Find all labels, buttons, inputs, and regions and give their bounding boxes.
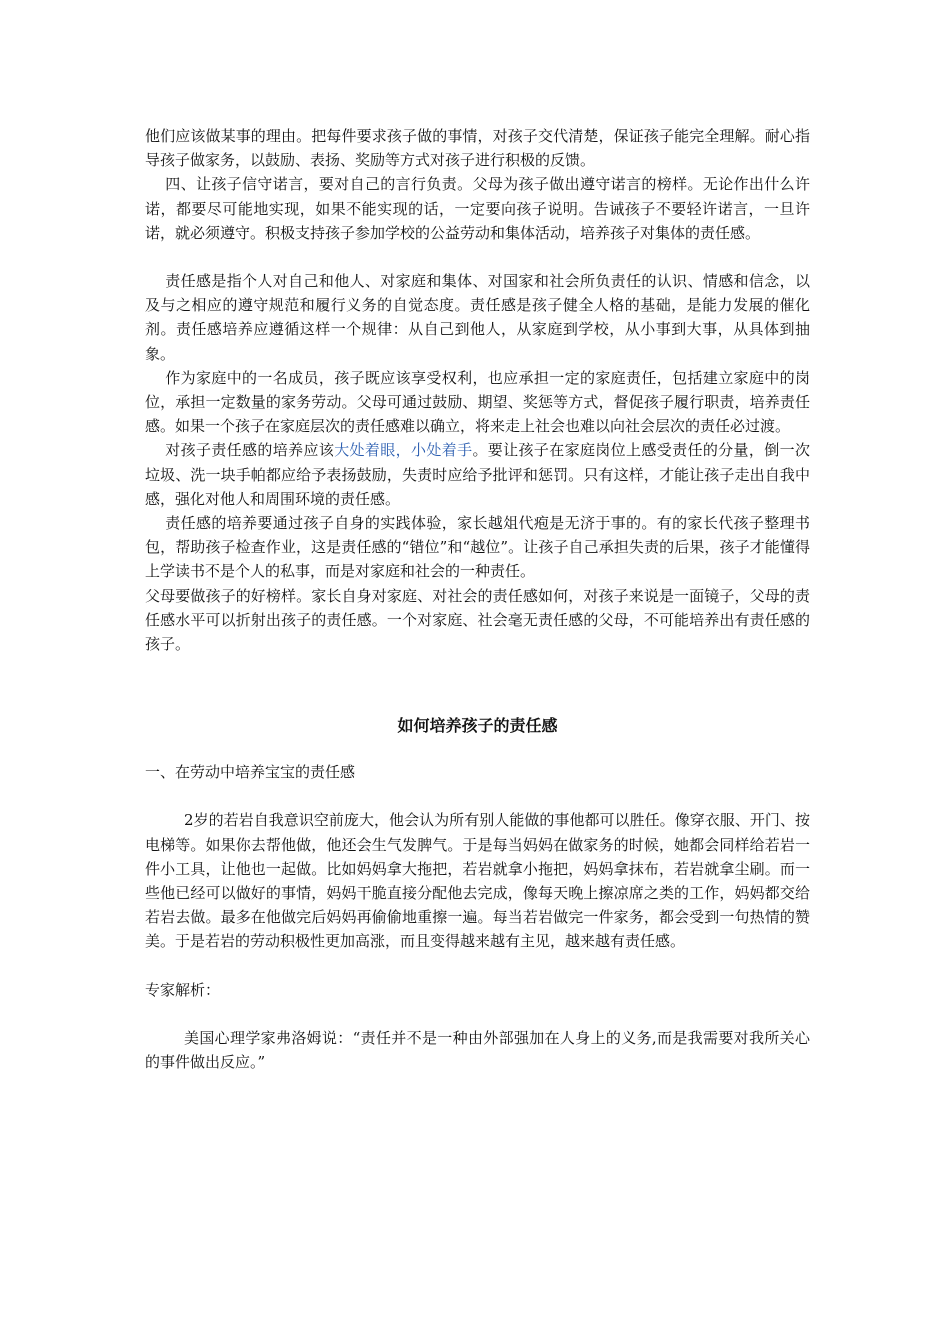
- section-title: 如何培养孩子的责任感: [397, 716, 558, 736]
- paragraph-quote: 美国心理学家弗洛姆说：“责任并不是一种由外部强加在人身上的义务,而是我需要对我所关心的事件做出反应。”: [145, 1028, 810, 1072]
- paragraph-parenting-reasons: 他们应该做某事的理由。把每件要求孩子做的事情，对孩子交代清楚，保证孩子能完全理解。耐心指导孩子做家务，以鼓励、表扬、奖励等方式对孩子进行积极的反馈。: [145, 127, 810, 170]
- paragraph-keep-promises: 四、让孩子信守诺言，要对自己的言行负责。父母为孩子做出遵守诺言的榜样。无论作出什么许诺，都要尽可能地实现，如果不能实现的话，一定要向孩子说明。告诫孩子不要轻许诺言，一旦许诺，就必须遵守。积极支持孩子参加学校的公益劳动和集体活动，培养孩子对集体的责任感。: [145, 175, 810, 242]
- section-subheading: 一、在劳动中培养宝宝的责任感: [145, 763, 356, 782]
- paragraph-family-member: 作为家庭中的一名成员，孩子既应该享受权利，也应承担一定的家庭责任，包括建立家庭中的岗位，承担一定数量的家务劳动。父母可通过鼓励、期望、奖惩等方式，督促孩子履行职责，培养责任感。如果一个孩子在家庭层次的责任感难以确立，将来走上社会也难以向社会层次的责任必过渡。: [145, 368, 810, 436]
- paragraph-cultivation-text-after: 。要让孩子在家庭岗位上感受责任的分量，倒一次垃圾、洗一块手帕都应给予表扬鼓励，失责时应给予批评和惩罚。只有这样，才能让孩子走出自我中感，强化对他人和周围环境的责任感。: [145, 441, 810, 508]
- paragraph-cultivation-text-before: 对孩子责任感的培养应该: [165, 441, 335, 460]
- document-page: [145, 124, 810, 1074]
- paragraph-role-model: 父母要做孩子的好榜样。家长自身对家庭、对社会的责任感如何，对孩子来说是一面镜子，父母的责任感水平可以折射出孩子的责任感。一个对家庭、社会毫无责任感的父母，不可能培养出有责任感的孩子。: [145, 586, 810, 654]
- highlighted-phrase-link[interactable]: 大处着眼，小处着手: [334, 441, 473, 460]
- paragraph-practice-experience: 责任感的培养要通过孩子自身的实践体验，家长越俎代疱是无济于事的。有的家长代孩子整理书包，帮助孩子检查作业，这是责任感的“错位”和“越位”。让孩子自己承担失责的后果，孩子才能懂得上学读书不是个人的私事，而是对家庭和社会的一种责任。: [145, 514, 810, 581]
- paragraph-story: 2岁的若岩自我意识空前庞大，他会认为所有别人能做的事他都可以胜任。像穿衣服、开门、按电梯等。如果你去帮他做，他还会生气发脾气。于是每当妈妈在做家务的时候，她都会同样给若岩一件小工具，让他也一起做。比如妈妈拿大拖把，若岩就拿小拖把，妈妈拿抹布，若岩就拿尘刷。而一些他已经可以做好的事情，妈妈干脆直接分配他去完成，像每天晚上擦凉席之类的工作，妈妈都交给若岩去做。最多在他做完后妈妈再偷偷地重擦一遍。每当若岩做完一件家务，都会受到一句热情的赞美。于是若岩的劳动积极性更加高涨，而且变得越来越有主见，越来越有责任感。: [145, 811, 810, 951]
- paragraph-cultivation-method: [145, 438, 810, 511]
- expert-analysis-label: 专家解析：: [145, 980, 221, 999]
- paragraph-responsibility-definition: 责任感是指个人对自己和他人、对家庭和集体、对国家和社会所负责任的认识、情感和信念，以及与之相应的遵守规范和履行义务的自觉态度。责任感是孩子健全人格的基础，是能力发展的催化剂。责任感培养应遵循这样一个规律：从自己到他人，从家庭到学校，从小事到大事，从具体到抽象。: [145, 272, 810, 363]
